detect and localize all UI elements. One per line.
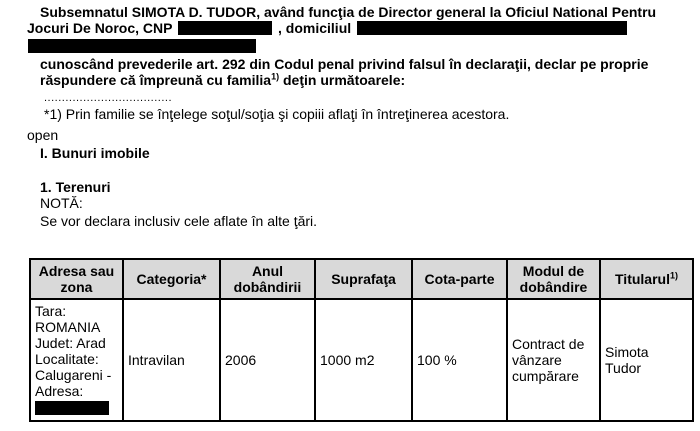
declaration-line-2 — [27, 20, 627, 37]
note-label: NOTĂ: — [40, 195, 83, 211]
declaration-line-5-suffix: deţin următoarele: — [279, 72, 406, 88]
declaration-line-1 — [40, 4, 656, 21]
footnote: *1) Prin familie se înţelege soţul/soţia şi copiii aflaţi în întreţinerea acestora. — [44, 106, 510, 122]
redacted-address — [35, 401, 109, 415]
header-category: Categoria* — [123, 259, 220, 299]
address-county: Judet: Arad — [35, 335, 106, 351]
header-area: Suprafaţa — [315, 259, 412, 299]
cell-year: 2006 — [220, 299, 315, 421]
table-row — [30, 299, 693, 421]
address-country: ROMANIA — [35, 319, 101, 335]
redacted-domicile-line-1 — [357, 21, 627, 35]
cell-address — [30, 299, 123, 421]
footnote-marker: 1) — [271, 71, 280, 82]
declaration-line-1-text: Subsemnatul SIMOTA D. TUDOR, având funcţia de Director general la Oficiul National Pentru — [40, 4, 657, 20]
declaration-line-5-text: răspundere că împreună cu familia — [40, 72, 272, 88]
subsection-title: 1. Terenuri — [40, 179, 111, 195]
address-locality-label: Localitate: — [35, 351, 99, 367]
header-address: Adresa sau zona — [30, 259, 123, 299]
table-header-row — [30, 259, 693, 299]
header-holder — [600, 259, 693, 299]
cell-mode: Contract de vânzare cumpărare — [507, 299, 600, 421]
redacted-domicile-line-2 — [28, 39, 256, 53]
address-street-label: Adresa: — [35, 383, 84, 399]
open-word: open — [27, 127, 59, 143]
redacted-cnp — [178, 21, 272, 35]
cell-share: 100 % — [412, 299, 507, 421]
domicile-label: , domiciliul — [278, 20, 352, 36]
declaration-line-5 — [40, 72, 405, 89]
cnp-label: Jocuri De Noroc, CNP — [27, 20, 173, 36]
header-holder-sup: 1) — [669, 270, 678, 281]
cell-category: Intravilan — [123, 299, 220, 421]
land-table — [29, 258, 694, 422]
address-locality: Calugareni - — [35, 367, 112, 383]
header-year: Anul dobândirii — [220, 259, 315, 299]
declaration-line-4-text: cunoscând prevederile art. 292 din Codul penal privind falsul în declaraţii, declar pe proprie — [40, 56, 649, 72]
header-share: Cota-parte — [412, 259, 507, 299]
declaration-line-4 — [40, 56, 648, 73]
header-holder-label: Titularul — [615, 271, 670, 287]
cell-area: 1000 m2 — [315, 299, 412, 421]
header-mode: Modul de dobândire — [507, 259, 600, 299]
dotted-line: .................................... — [44, 92, 173, 104]
note-text: Se vor declara inclusiv cele aflate în alte ţări. — [40, 213, 318, 229]
address-country-label: Tara: — [35, 303, 67, 319]
cell-holder: Simota Tudor — [600, 299, 693, 421]
section-title: I. Bunuri imobile — [40, 145, 150, 161]
declaration-line-3 — [28, 38, 256, 55]
